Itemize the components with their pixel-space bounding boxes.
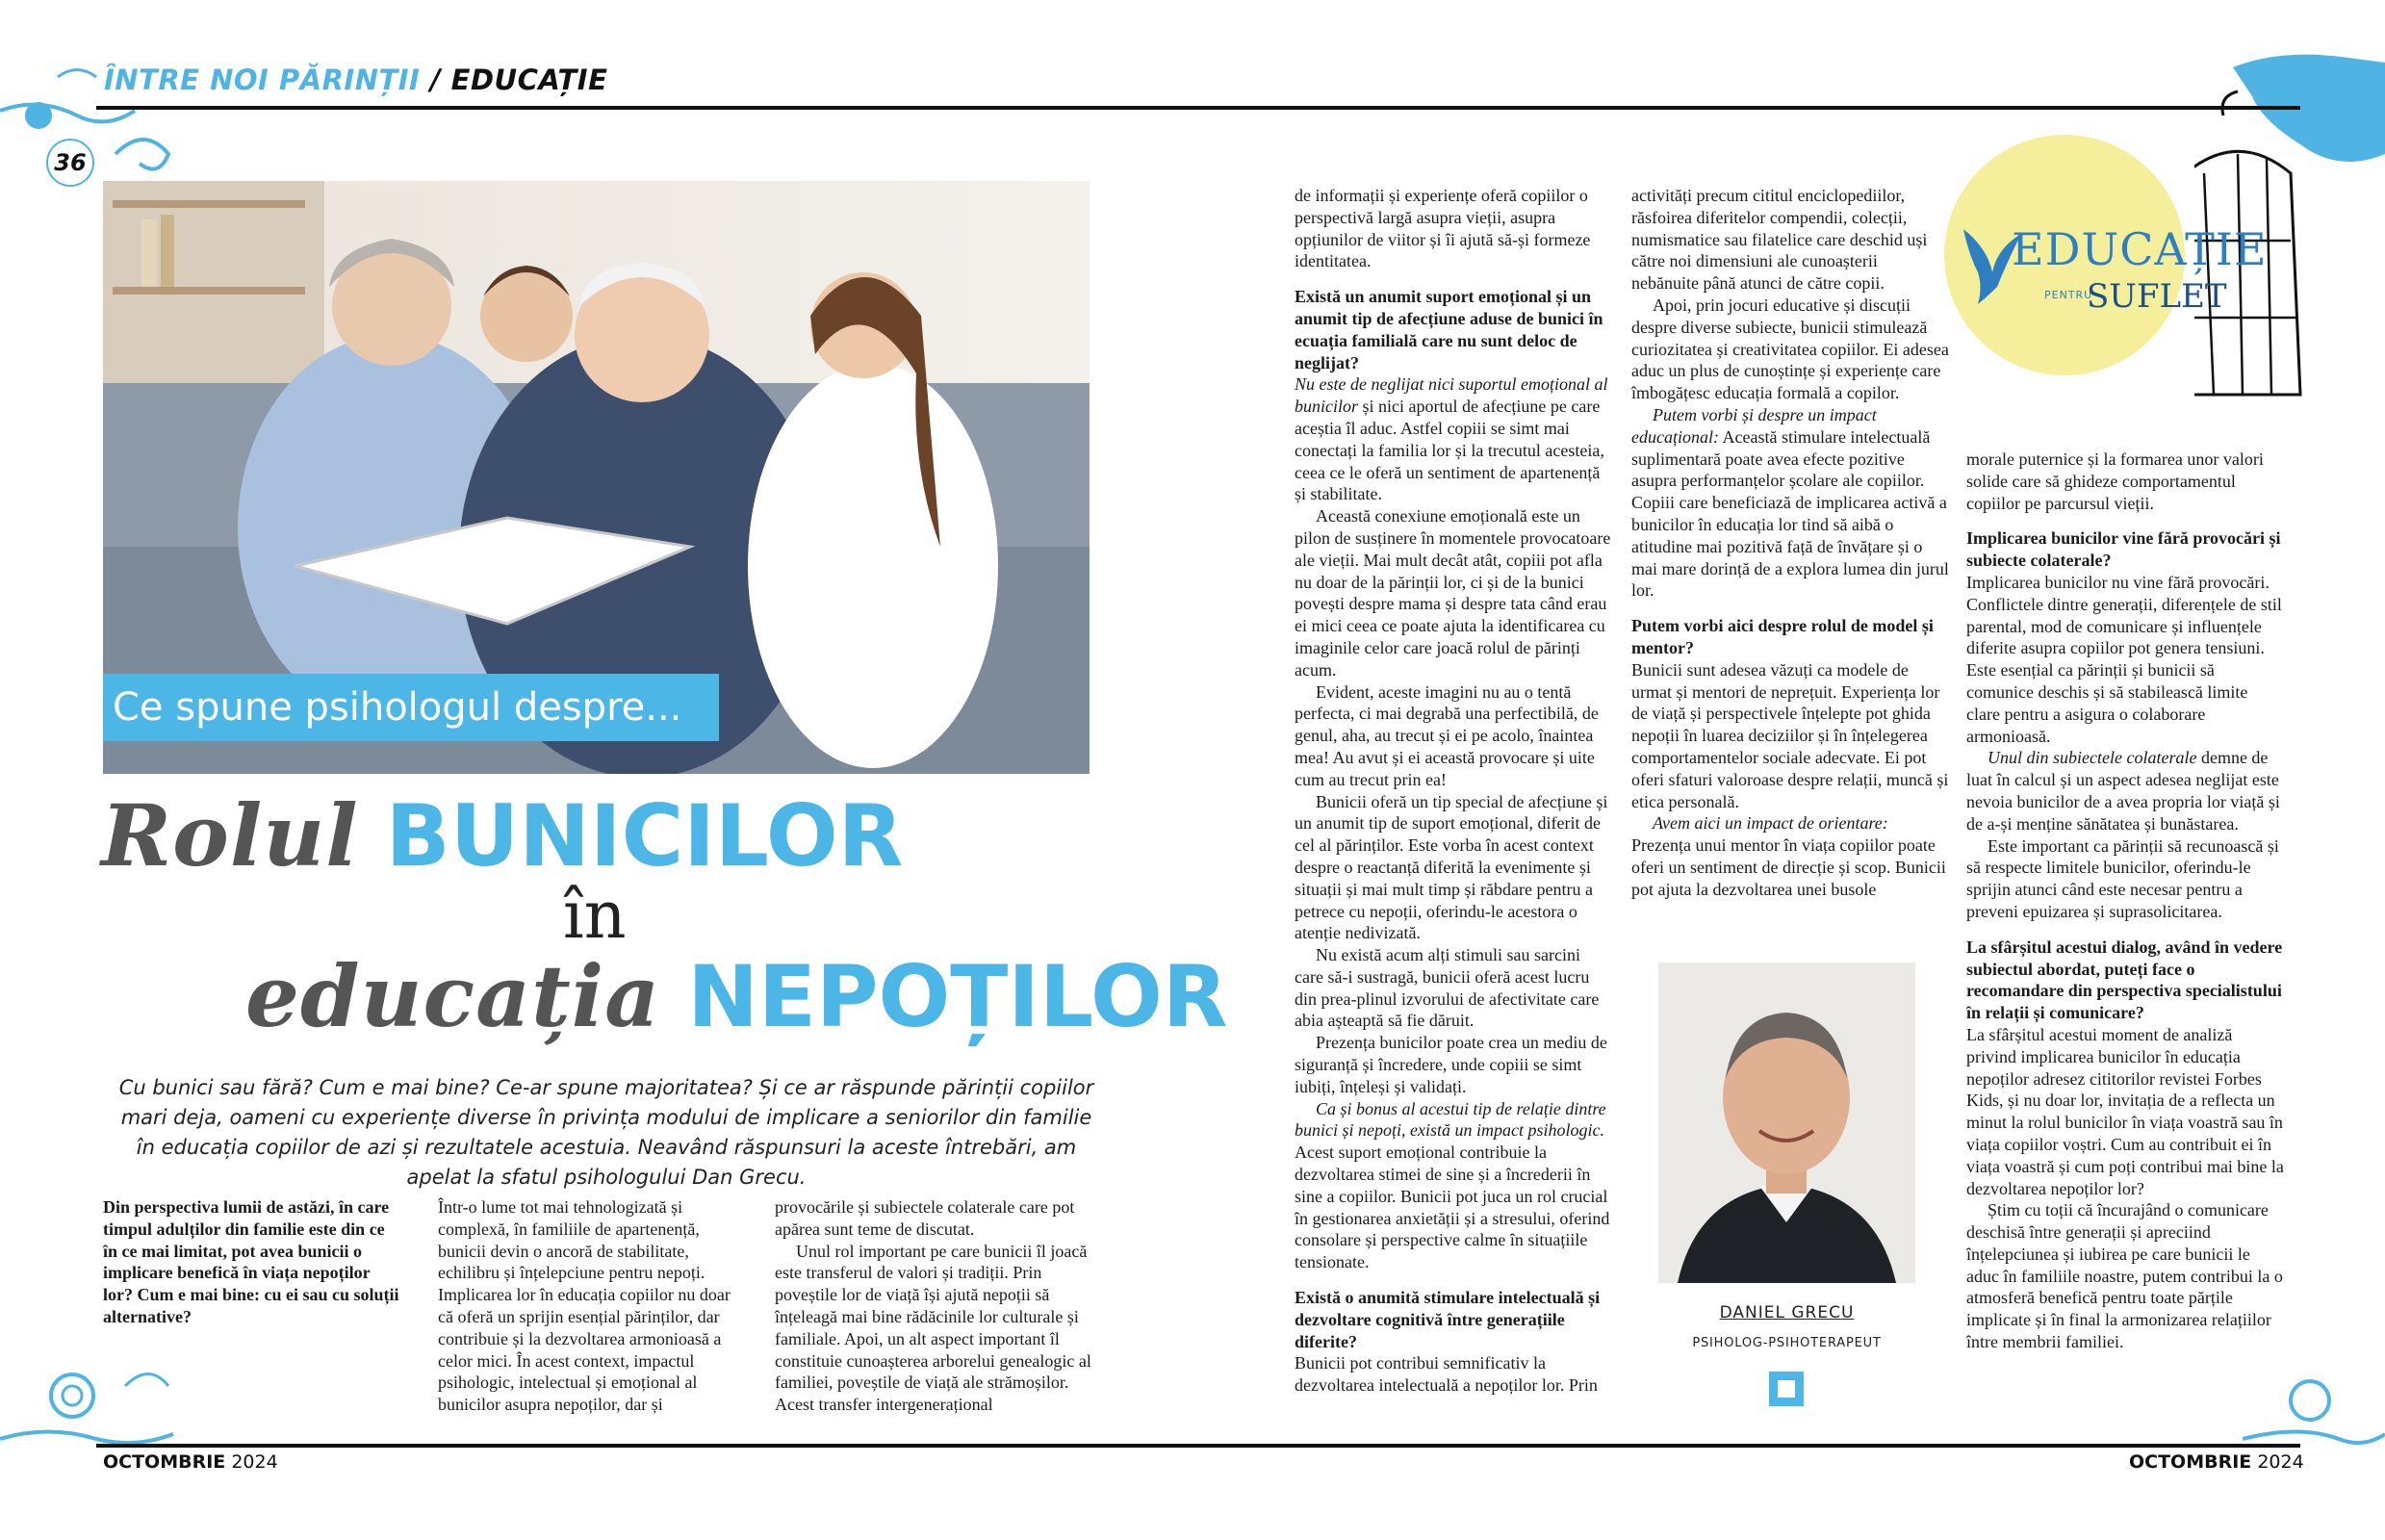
article-title-line-3 bbox=[245, 943, 1228, 1050]
footer-date-left bbox=[103, 1451, 278, 1473]
paragraph-text: Prezența unui mentor în viața copiilor poate oferi un sentiment de direcție și scop. Bunicii pot ajuta la dezvoltarea unei busole bbox=[1631, 835, 1946, 899]
footer-month: OCTOMBRIE bbox=[2129, 1451, 2252, 1473]
title-word-in: în bbox=[563, 878, 627, 954]
section-label-separator: / bbox=[420, 64, 451, 96]
paragraph: Apoi, prin jocuri educative și discuții despre diverse subiecte, bunicii stimulează curiozitatea și creativitatea copiilor. Ei adesea aduc un plus de cunoștințe și experiențe care îmbogățesc educația formală a copilor. bbox=[1631, 295, 1949, 403]
paragraph: Într-o lume tot mai tehnologizată și complexă, în familiile de apartenență, bunicii devin o ancoră de stabilitate, echilibru și înțelepciune pentru nepoți. Implicarea lor în educația copiilor nu doar că oferă un sprijin esențial părinților, dar contribuie și la dezvoltarea armonioasă a celor mici. În acest context, impactul psihologic, intelectual și emoțional al bunicilor asupra nepoților, dar și bbox=[438, 1197, 731, 1415]
paragraph: Știm cu toții că încurajând o comunicare deschisă între generații și apreciind înțelepciunea și iubirea pe care bunicii le aduc în familiile noastre, putem contribui la o atmosferă benefică pentru toate părțile implicate și în final la armonizarea relațiilor între membrii familiei. bbox=[1966, 1200, 2283, 1352]
article-column-2 bbox=[438, 1196, 746, 1416]
paragraph: de informații și experiențe oferă copiilor o perspectivă largă asupra vieții, asupra opțiunilor de viitor și îi ajută să-și formeze identitatea. bbox=[1295, 186, 1591, 271]
article-column-1 bbox=[103, 1196, 401, 1328]
footer-date-right bbox=[2129, 1451, 2304, 1473]
paragraph: Bunicii oferă un tip special de afecțiune și un anumit tip de suport emoțional, diferit de cel al părinților. Este vorba în acest context despre o reactanță diferită la evenimente și situații și mai mult timp și răbdare pentru a petrece cu nepoții, oferindu-le acestora o atenție nedivizată. bbox=[1295, 791, 1608, 943]
article-end-mark-icon bbox=[1769, 1372, 1804, 1406]
title-word-rolul: Rolul bbox=[101, 785, 359, 886]
article-intro: Cu bunici sau fără? Cum e mai bine? Ce-ar spune majoritatea? Și ce ar răspunde părinții copiilor mari deja, oameni cu experiențe diverse în privința modului de implicare a seniorilor din familie în educația copiilor de azi și rezultatele acestuia. Neavând răspunsuri la aceste întrebări, am apelat la sfatul psihologului Dan Grecu. bbox=[118, 1076, 1094, 1189]
footer-year: 2024 bbox=[231, 1451, 278, 1473]
footer-divider bbox=[96, 1444, 2300, 1448]
paragraph: Implicarea bunicilor nu vine fără provocări. Conflictele dintre generații, diferențele de stil parental, mod de comunicare și influențele diferite asupra copiilor pot genera tensiuni. Este esențial ca părinții și bunicii să comunice deschis și să stabilească limite clare pentru a asigura o colaborare armonioasă. bbox=[1966, 572, 2282, 746]
article-title-line-1 bbox=[101, 787, 903, 885]
header-divider bbox=[96, 106, 2300, 110]
question-heading: La sfârșitul acestui dialog, având în vedere subiectul abordat, puteți face o recomandare din perspectiva specialistului în relații și comunicare? bbox=[1966, 937, 2283, 1023]
question-lead: Din perspectiva lumii de astăzi, în care timpul adulților din familie este din ce în ce mai limitat, pot avea bunicii o implicare benefică în viața nepoților lor? Cum e mai bine: cu ei sau cu soluții alternative? bbox=[103, 1197, 399, 1326]
paragraph bbox=[1631, 812, 1949, 900]
question-heading: Implicarea bunicilor vine fără provocări și subiecte colaterale? bbox=[1966, 528, 2281, 571]
paragraph-text: demne de luat în calcul și un aspect adesea neglijat este nevoia bunicilor de a avea propria lor viață și de a-și menține sănătatea și bunăstarea. bbox=[1966, 748, 2280, 834]
paragraph bbox=[1966, 747, 2284, 834]
paragraph: Este important ca părinții să recunoască și să respecte limitele bunicilor, oferindu-le sprijin atunci când este necesar pentru a preveni epuizarea și suprasolicitarea. bbox=[1966, 835, 2279, 921]
emphasis: Unul din subiectele colaterale bbox=[1988, 748, 2197, 768]
author-portrait bbox=[1658, 962, 1915, 1283]
article-column-4 bbox=[1295, 185, 1612, 1397]
paragraph bbox=[1631, 404, 1949, 602]
title-word-educatia: educația bbox=[245, 946, 661, 1046]
question-heading: Putem vorbi aici despre rolul de model și mentor? bbox=[1631, 616, 1934, 657]
article-column-3 bbox=[775, 1196, 1092, 1416]
emphasis: Putem vorbi și despre un impact educațional: bbox=[1631, 404, 1877, 447]
paragraph-text: Acest suport emoțional contribuie la dezvoltarea stimei de sine și a încrederii în sine a copiilor. Bunicii pot juca un rol crucial în gestionarea anxietății și a stresului, oferind consolare și perspective calme în situațiile tensionate. bbox=[1295, 1142, 1610, 1272]
article-column-6 bbox=[1966, 449, 2284, 1353]
section-label-secondary: EDUCAȚIE bbox=[450, 64, 608, 96]
paragraph: Nu există acum alți stimuli sau sarcini care să-i sustragă, bunicii oferă acest lucru din prea-plinul izvorului de afectivitate care abia așteaptă să fie dăruit. bbox=[1295, 945, 1600, 1031]
footer-year: 2024 bbox=[2257, 1451, 2304, 1473]
question-heading: Există o anumită stimulare intelectuală și dezvoltare cognitivă între generațiile diferite? bbox=[1295, 1288, 1601, 1351]
logo-text-educatie: EDUCAȚIE bbox=[2012, 223, 2268, 275]
title-word-bunicilor: BUNICILOR bbox=[385, 786, 904, 886]
emphasis: Avem aici un impact de orientare: bbox=[1653, 813, 1888, 834]
emphasis: Nu este de neglijat nici suportul emoțional al bunicilor bbox=[1295, 374, 1608, 417]
paragraph: activități precum cititul enciclopediilor, răsfoirea diferitelor compendii, colecții, numismatice sau filatelice care deschid uși către noi dimensiuni ale cunoașterii nebănuite până atunci de către copii. bbox=[1631, 186, 1928, 294]
paragraph: Această conexiune emoțională este un pilon de susținere în momentele provocatoare ale vieții. Mai mult decât atât, copiii pot afla nu doar de la părinții lor, ci și de la bunici povești despre mama și despre tata când erau ei mici ceea ce poate ajuta la identificarea cu imaginile celor care joacă rolul de părinți acum. bbox=[1295, 506, 1611, 680]
paragraph bbox=[1295, 1098, 1612, 1273]
paragraph: Unul rol important pe care bunicii îl joacă este transferul de valori și tradiții. Prin poveștile lor de viață își ajută nepoții să înțeleagă mai bine rădăcinile lor culturale și familiale. Apoi, un alt aspect important îl constituie cunoașterea arborelui genealogic al familiei, poveștile de viață ale strămoșilor. Acest transfer intergenerațional bbox=[775, 1241, 1091, 1415]
article-column-5 bbox=[1631, 185, 1949, 901]
author-role: PSIHOLOG-PSIHOTERAPEUT bbox=[1692, 1336, 1882, 1350]
logo-text-pentru: PENTRU bbox=[2044, 289, 2093, 301]
paragraph: La sfârșitul acestui moment de analiză privind implicarea bunicilor în educația nepoților adresez cititorilor revistei Forbes Kids, și nu doar lor, invitația de a reflecta un minut la rolul bunicilor în viața voastră sau în viața copiilor voștri. Cum au contribuit ei în viața voastră și cum poți contribui mai bine la dezvoltarea nepoților lor? bbox=[1966, 1024, 2284, 1198]
emphasis: Ca și bonus al acestui tip de relație dintre bunici și nepoți, există un impact psihologic. bbox=[1295, 1098, 1606, 1141]
section-label bbox=[104, 64, 607, 96]
title-word-nepotilor: NEPOȚILOR bbox=[687, 947, 1228, 1046]
paragraph-text: Această stimulare intelectuală suplimentară poate avea efecte pozitive asupra performanțelor școlare ale copiilor. Copiii care beneficiază de implicarea activă a bunicilor în educația lor tind să aibă o atitudine mai pozitivă față de învățare și o mai mare dorință de a explora lumea din jurul lor. bbox=[1631, 426, 1949, 601]
paragraph: morale puternice și la formarea unor valori solide care să ghideze comportamentul copiilor pe parcursul vieții. bbox=[1966, 449, 2264, 513]
logo-text-suflet: SUFLET bbox=[2087, 277, 2227, 316]
photo-caption: Ce spune psihologul despre... bbox=[113, 685, 682, 730]
author-name: DANIEL GRECU bbox=[1719, 1303, 1855, 1322]
paragraph: Evident, aceste imagini nu au o tentă perfecta, ci mai degrabă una perfectibilă, de genul, aha, au trecut și ei pe acolo, înaintea mea! Au avut și ei această provocare și uite cum au trecut prin ea! bbox=[1295, 681, 1599, 789]
paragraph: Bunicii sunt adesea văzuți ca modele de urmat și mentori de neprețuit. Experiența lor de viață și perspectivele înțelepte pot ghida nepoții în luarea deciziilor și în înțelegerea comportamentelor sociale adecvate. Ei pot oferi sfaturi valoroase despre relații, muncă și etica personală. bbox=[1631, 659, 1949, 811]
paragraph-text: și nici aportul de afecțiune pe care aceștia îl aduc. Astfel copiii se simt mai conectați la familia lor și la trecutul acesteia, ceea ce le oferă un sentiment de apartenență și stabilitate. bbox=[1295, 397, 1604, 504]
footer-month: OCTOMBRIE bbox=[103, 1451, 226, 1473]
page-number: 36 bbox=[46, 139, 94, 187]
paragraph: Prezența bunicilor poate crea un mediu de siguranță și încredere, unde copiii se simt iubiți, înțeleși și validați. bbox=[1295, 1033, 1607, 1096]
question-heading: Există un anumit suport emoțional și un anumit tip de afecțiune aduse de bunici în ecuația familială care nu sunt deloc de neglijat? bbox=[1295, 287, 1603, 372]
section-label-primary: ÎNTRE NOI PĂRINȚII bbox=[104, 64, 421, 96]
paragraph: Bunicii pot contribui semnificativ la dezvoltarea intelectuală a nepoților lor. Prin bbox=[1295, 1353, 1598, 1396]
paragraph: provocările și subiectele colaterale care pot apărea sunt teme de discutat. bbox=[775, 1197, 1075, 1239]
paragraph bbox=[1295, 373, 1612, 505]
